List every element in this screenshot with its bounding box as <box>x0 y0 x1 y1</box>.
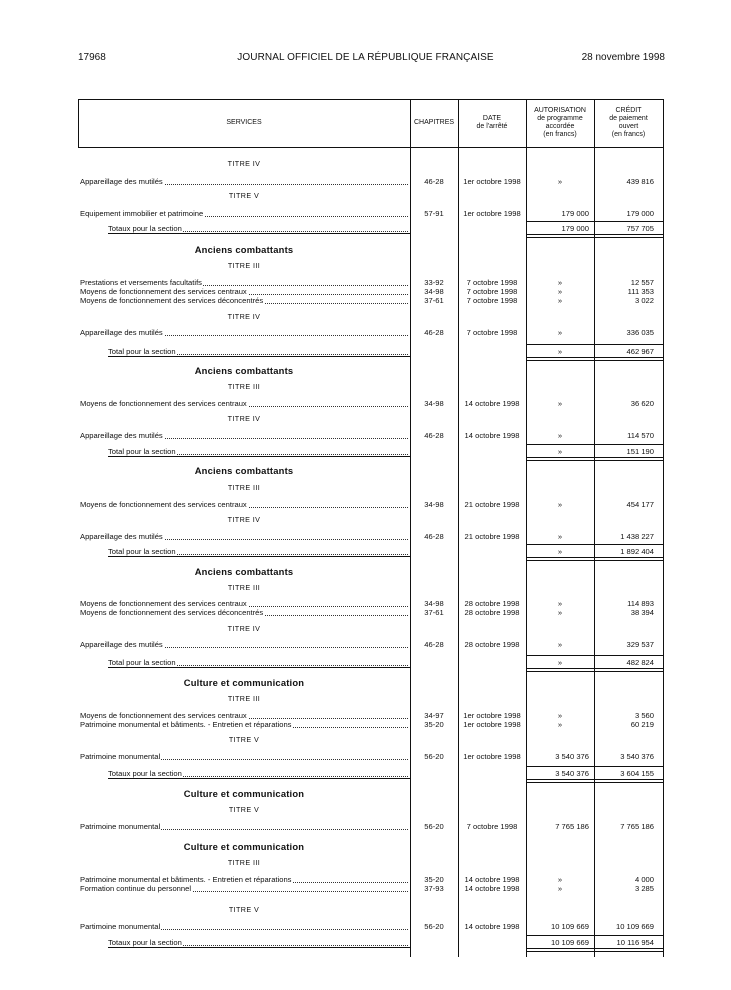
table-header-rule <box>78 147 664 148</box>
column-header-services: SERVICES <box>226 119 262 126</box>
section-heading: Anciens combattants <box>194 465 294 476</box>
credit-cell: 151 190 <box>626 447 654 456</box>
chapitre-cell: 34-97 <box>424 711 444 720</box>
date-cell: 14 octobre 1998 <box>464 922 520 931</box>
service-label: Appareillage des mutilés <box>80 532 163 541</box>
autorisation-cell: » <box>557 875 563 884</box>
chapitre-cell: 34-98 <box>424 500 444 509</box>
date-cell: 7 octobre 1998 <box>466 328 518 337</box>
autorisation-cell: » <box>557 296 563 305</box>
amount-double-rule <box>526 668 663 672</box>
date-cell: 28 octobre 1998 <box>464 599 520 608</box>
total-rule-above <box>108 947 410 948</box>
column-header-autorisation: AUTORISATION de programme accordée (en francs) <box>534 107 586 138</box>
credits-table <box>78 99 664 957</box>
service-label: Equipement immobilier et patrimoine <box>80 209 204 218</box>
table-row <box>78 209 664 219</box>
service-label: Moyens de fonctionnement des services centraux <box>80 711 247 720</box>
service-label: Appareillage des mutilés <box>80 328 163 337</box>
titre-heading: TITRE III <box>227 694 261 703</box>
chapitre-cell: 35-20 <box>424 875 444 884</box>
service-label: Totaux pour la section <box>108 224 182 233</box>
section-heading: Anciens combattants <box>194 365 294 376</box>
autorisation-cell: » <box>557 599 563 608</box>
table-row <box>78 431 664 441</box>
date-cell: 7 octobre 1998 <box>466 278 518 287</box>
credit-cell: 757 705 <box>626 224 654 233</box>
service-label: Totaux pour la section <box>108 769 182 778</box>
credit-cell: 7 765 186 <box>620 822 654 831</box>
service-label: Totaux pour la section <box>108 938 182 947</box>
service-label: Total pour la section <box>108 347 176 356</box>
total-rule-above <box>108 667 410 668</box>
autorisation-cell: » <box>557 608 563 617</box>
service-label: Total pour la section <box>108 547 176 556</box>
service-cell <box>80 399 408 409</box>
service-cell <box>80 296 408 306</box>
total-rule-above <box>108 556 410 557</box>
date-cell: 14 octobre 1998 <box>464 884 520 893</box>
autorisation-cell: » <box>557 177 563 186</box>
service-cell <box>80 922 408 932</box>
chapitre-cell: 35-20 <box>424 720 444 729</box>
amount-double-rule <box>526 948 663 952</box>
amount-double-rule <box>526 234 663 238</box>
date-cell: 28 octobre 1998 <box>464 640 520 649</box>
chapitre-cell: 34-98 <box>424 399 444 408</box>
titre-heading: TITRE III <box>227 583 261 592</box>
table-row <box>78 822 664 832</box>
chapitre-cell: 34-98 <box>424 287 444 296</box>
table-row <box>78 399 664 409</box>
autorisation-cell: » <box>557 431 563 440</box>
service-label: Moyens de fonctionnement des services centraux <box>80 399 247 408</box>
total-rule-above <box>108 233 410 234</box>
chapitre-cell: 56-20 <box>424 822 444 831</box>
titre-heading: TITRE V <box>228 191 260 200</box>
table-row <box>78 296 664 306</box>
amount-double-rule <box>526 457 663 461</box>
titre-heading: TITRE III <box>227 382 261 391</box>
amount-rule-above <box>526 344 663 345</box>
section-heading: Culture et communication <box>183 841 305 852</box>
credit-cell: 114 570 <box>627 431 654 440</box>
credit-cell: 179 000 <box>626 209 654 218</box>
date-cell: 21 octobre 1998 <box>464 500 520 509</box>
autorisation-cell: 10 109 669 <box>550 938 589 947</box>
autorisation-cell: 7 765 186 <box>555 822 589 831</box>
autorisation-cell: » <box>557 547 563 556</box>
service-label: Formation continue du personnel <box>80 884 192 893</box>
date-cell: 7 octobre 1998 <box>466 287 518 296</box>
titre-heading: TITRE III <box>227 483 261 492</box>
column-header-chapitres: CHAPITRES <box>413 119 455 126</box>
chapitre-cell: 37-61 <box>424 608 444 617</box>
titre-heading: TITRE IV <box>227 312 261 321</box>
table-row <box>78 328 664 338</box>
service-label: Appareillage des mutilés <box>80 177 163 186</box>
chapitre-cell: 57-91 <box>424 209 444 218</box>
service-label: Patrimoine monumental et bâtiments. - Entretien et réparations <box>80 720 292 729</box>
service-cell <box>80 884 408 894</box>
service-cell <box>80 328 408 338</box>
amount-rule-above <box>526 935 663 936</box>
titre-heading: TITRE V <box>228 905 260 914</box>
chapitre-cell: 56-20 <box>424 922 444 931</box>
service-label: Moyens de fonctionnement des services centraux <box>80 599 247 608</box>
amount-double-rule <box>526 557 663 561</box>
total-rule-above <box>108 778 410 779</box>
section-heading: Anciens combattants <box>194 244 294 255</box>
chapitre-cell: 46-28 <box>424 328 444 337</box>
column-header-credit: CRÉDIT de paiement ouvert (en francs) <box>609 107 648 138</box>
chapitre-cell: 33-92 <box>424 278 444 287</box>
credit-cell: 482 824 <box>626 658 654 667</box>
chapitre-cell: 46-28 <box>424 431 444 440</box>
date-cell: 21 octobre 1998 <box>464 532 520 541</box>
autorisation-cell: 3 540 376 <box>555 752 589 761</box>
table-row <box>78 720 664 730</box>
credit-cell: 1 438 227 <box>620 532 654 541</box>
titre-heading: TITRE IV <box>227 414 261 423</box>
service-label: Moyens de fonctionnement des services centraux <box>80 500 247 509</box>
autorisation-cell: » <box>557 278 563 287</box>
table-row <box>78 608 664 618</box>
titre-heading: TITRE V <box>228 805 260 814</box>
amount-rule-above <box>526 766 663 767</box>
chapitre-cell: 46-28 <box>424 532 444 541</box>
date-cell: 1er octobre 1998 <box>463 209 521 218</box>
service-label: Moyens de fonctionnement des services déconcentrés <box>80 296 264 305</box>
credit-cell: 439 816 <box>626 177 654 186</box>
table-row <box>78 500 664 510</box>
service-cell <box>80 500 408 510</box>
total-rule-above <box>108 356 410 357</box>
credit-cell: 3 560 <box>634 711 654 720</box>
chapitre-cell: 37-93 <box>424 884 444 893</box>
credit-cell: 38 394 <box>630 608 654 617</box>
credit-cell: 60 219 <box>630 720 654 729</box>
date-cell: 14 octobre 1998 <box>464 875 520 884</box>
titre-heading: TITRE III <box>227 858 261 867</box>
date-cell: 1er octobre 1998 <box>463 711 521 720</box>
credit-cell: 4 000 <box>634 875 654 884</box>
autorisation-cell: » <box>557 640 563 649</box>
date-cell: 1er octobre 1998 <box>463 752 521 761</box>
amount-rule-above <box>526 544 663 545</box>
service-label: Total pour la section <box>108 658 176 667</box>
service-cell <box>80 752 408 762</box>
chapitre-cell: 34-98 <box>424 599 444 608</box>
amount-rule-above <box>526 444 663 445</box>
amount-rule-above <box>526 655 663 656</box>
service-label: Moyens de fonctionnement des services centraux <box>80 287 247 296</box>
table-row <box>78 922 664 932</box>
autorisation-cell: 179 000 <box>561 209 589 218</box>
date-cell: 14 octobre 1998 <box>464 399 520 408</box>
service-label: Appareillage des mutilés <box>80 640 163 649</box>
credit-cell: 336 035 <box>626 328 654 337</box>
autorisation-cell: » <box>557 884 563 893</box>
service-cell <box>80 177 408 187</box>
service-cell <box>80 431 408 441</box>
section-heading: Culture et communication <box>183 788 305 799</box>
credit-cell: 454 177 <box>626 500 654 509</box>
autorisation-cell: » <box>557 399 563 408</box>
credit-cell: 1 892 404 <box>620 547 654 556</box>
service-cell <box>80 822 408 832</box>
column-header-date: DATE de l'arrêté <box>476 115 508 130</box>
autorisation-cell: » <box>557 287 563 296</box>
service-label: Patrimoine monumental <box>80 822 161 831</box>
service-label: Prestations et versements facultatifs <box>80 278 202 287</box>
journal-title: JOURNAL OFFICIEL DE LA RÉPUBLIQUE FRANÇAISE <box>237 52 494 63</box>
credit-cell: 111 353 <box>627 287 654 296</box>
autorisation-cell: » <box>557 711 563 720</box>
titre-heading: TITRE III <box>227 261 261 270</box>
autorisation-cell: » <box>557 500 563 509</box>
date-cell: 7 octobre 1998 <box>466 822 518 831</box>
amount-rule-above <box>526 221 663 222</box>
credit-cell: 462 967 <box>626 347 654 356</box>
credit-cell: 36 620 <box>630 399 654 408</box>
table-row <box>78 752 664 762</box>
amount-double-rule <box>526 779 663 783</box>
chapitre-cell: 46-28 <box>424 177 444 186</box>
autorisation-cell: 3 540 376 <box>555 769 589 778</box>
credit-cell: 10 109 669 <box>615 922 654 931</box>
service-cell <box>80 532 408 542</box>
service-cell <box>80 640 408 650</box>
page-number: 17968 <box>78 52 106 63</box>
table-row <box>78 532 664 542</box>
section-heading: Culture et communication <box>183 677 305 688</box>
service-cell <box>80 608 408 618</box>
autorisation-cell: 179 000 <box>561 224 589 233</box>
chapitre-cell: 46-28 <box>424 640 444 649</box>
autorisation-cell: » <box>557 720 563 729</box>
table-row <box>78 177 664 187</box>
autorisation-cell: » <box>557 532 563 541</box>
service-cell <box>80 720 408 730</box>
credit-cell: 3 285 <box>634 884 654 893</box>
credit-cell: 3 022 <box>634 296 654 305</box>
service-label: Patrimoine monumental et bâtiments. - Entretien et réparations <box>80 875 292 884</box>
service-label: Partimoine monumental <box>80 922 161 931</box>
credit-cell: 12 557 <box>630 278 654 287</box>
date-cell: 28 octobre 1998 <box>464 608 520 617</box>
autorisation-cell: 10 109 669 <box>550 922 589 931</box>
credit-cell: 114 893 <box>627 599 654 608</box>
date-cell: 14 octobre 1998 <box>464 431 520 440</box>
date-cell: 1er octobre 1998 <box>463 720 521 729</box>
titre-heading: TITRE IV <box>227 624 261 633</box>
autorisation-cell: » <box>557 347 563 356</box>
chapitre-cell: 37-61 <box>424 296 444 305</box>
service-cell <box>80 209 408 219</box>
autorisation-cell: » <box>557 328 563 337</box>
amount-double-rule <box>526 357 663 361</box>
issue-date: 28 novembre 1998 <box>581 52 665 63</box>
date-cell: 7 octobre 1998 <box>466 296 518 305</box>
service-label: Moyens de fonctionnement des services déconcentrés <box>80 608 264 617</box>
table-row <box>78 640 664 650</box>
titre-heading: TITRE IV <box>227 159 261 168</box>
total-rule-above <box>108 456 410 457</box>
date-cell: 1er octobre 1998 <box>463 177 521 186</box>
titre-heading: TITRE V <box>228 735 260 744</box>
credit-cell: 10 116 954 <box>616 938 654 947</box>
service-label: Patrimoine monumental <box>80 752 161 761</box>
credit-cell: 3 604 155 <box>620 769 654 778</box>
service-label: Total pour la section <box>108 447 176 456</box>
titre-heading: TITRE IV <box>227 515 261 524</box>
credit-cell: 329 537 <box>626 640 654 649</box>
autorisation-cell: » <box>557 447 563 456</box>
table-row <box>78 884 664 894</box>
section-heading: Anciens combattants <box>194 566 294 577</box>
credit-cell: 3 540 376 <box>620 752 654 761</box>
chapitre-cell: 56-20 <box>424 752 444 761</box>
autorisation-cell: » <box>557 658 563 667</box>
service-label: Appareillage des mutilés <box>80 431 163 440</box>
